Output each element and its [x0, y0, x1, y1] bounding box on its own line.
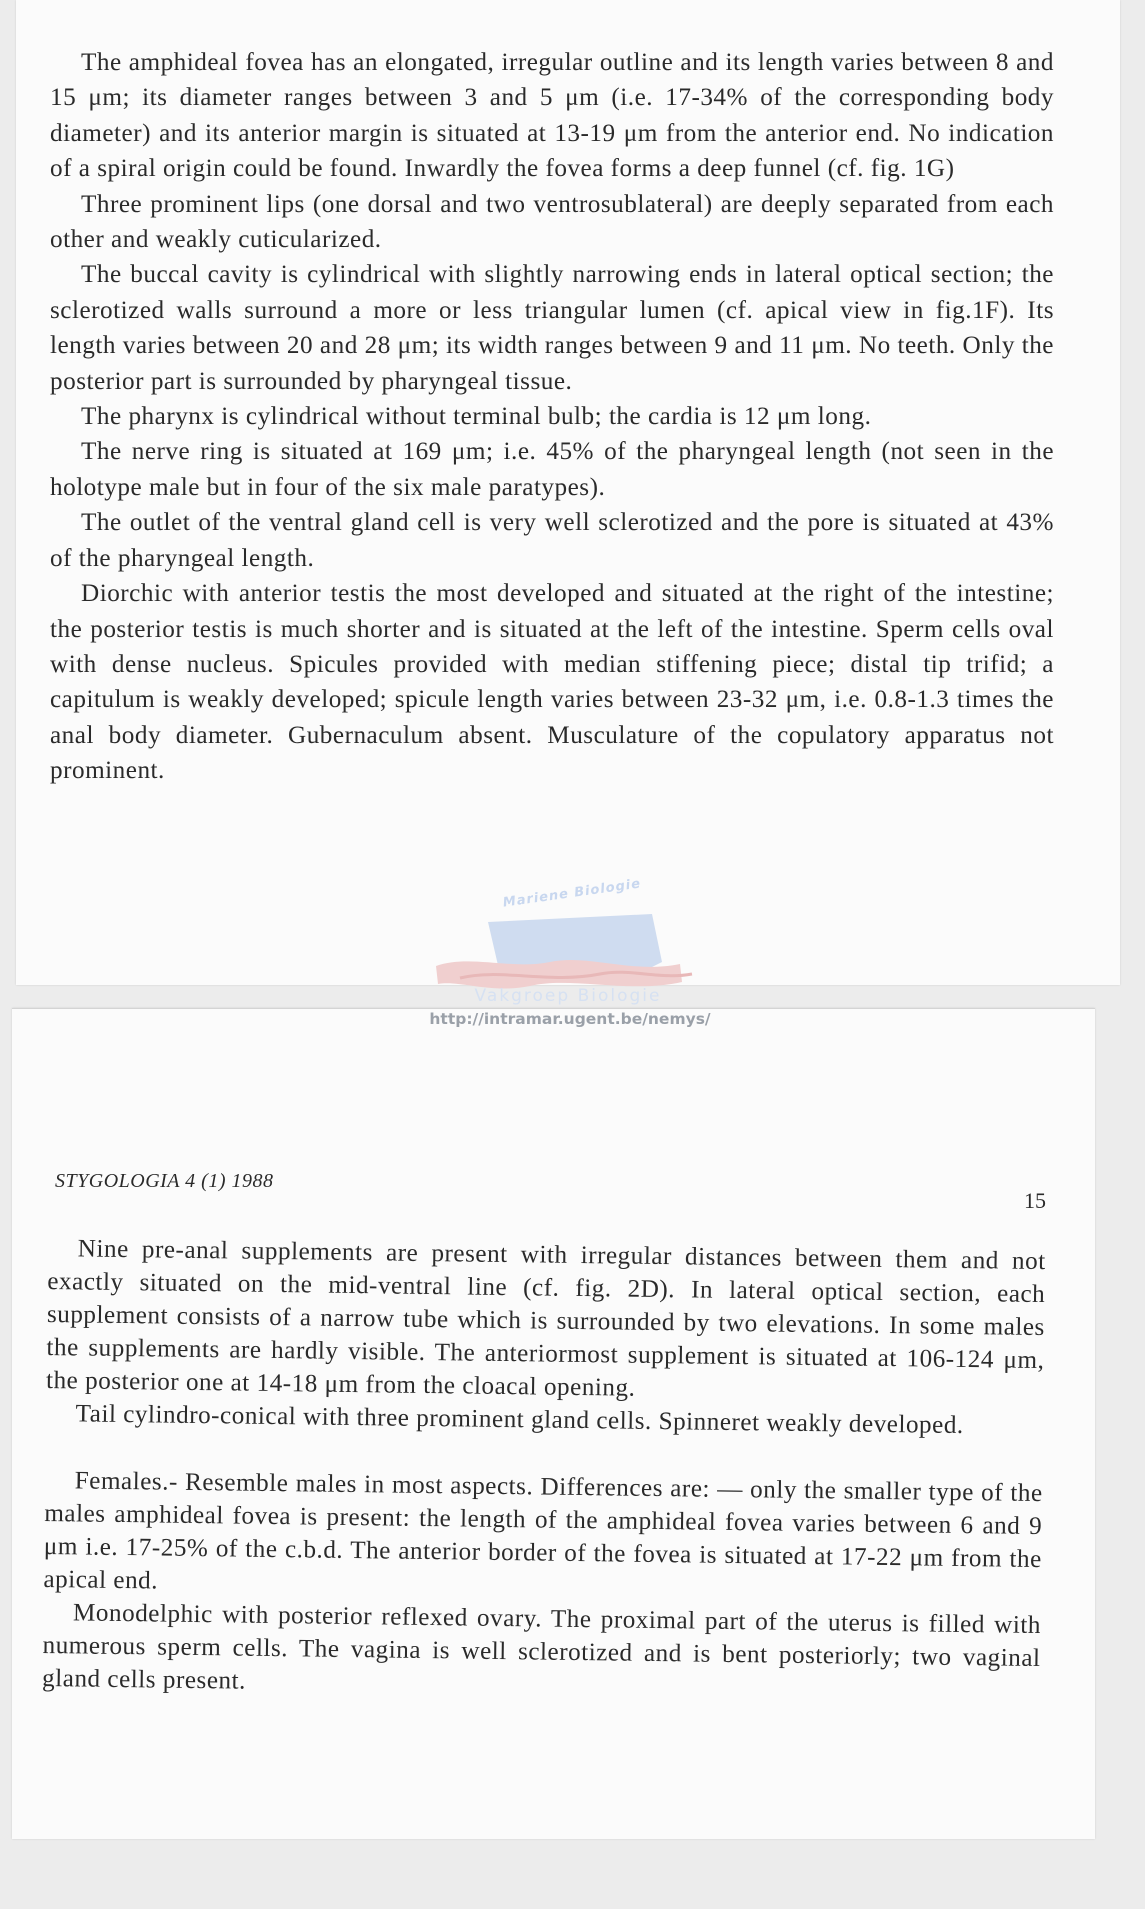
- top-page-body: [50, 45, 1054, 789]
- paragraph-nerve-ring: The nerve ring is situated at 169 μm; i.e. 45% of the pharyngeal length (not seen in the holotype male but in four of the six male paratypes).: [50, 438, 1054, 501]
- paragraph-monodelphic: Monodelphic with posterior reflexed ovary. The proximal part of the uterus is filled with numerous sperm cells. The vagina is well sclerotized and is bent posteriorly; two vaginal gland cells present.: [41, 1599, 1042, 1695]
- paragraph-pre-anal-supplements: Nine pre-anal supplements are present with irregular distances between them and not exactly situated on the mid-ventral line (cf. fig. 2D). In lateral optical section, each supplement consists of a narrow tube which is surrounded by two elevations. In some males the supplements are hardly visible. The anteriormost supplement is situated at 106-124 μm, the posterior one at 14-18 μm from the cloacal opening.: [45, 1235, 1046, 1402]
- page-number: 15: [1024, 1188, 1046, 1213]
- watermark-logo-icon: [430, 904, 710, 994]
- watermark: [400, 878, 740, 1028]
- paragraph-buccal-cavity: The buccal cavity is cylindrical with slightly narrowing ends in lateral optical section; the sclerotized walls surround a more or less triangular lumen (cf. apical view in fig.1F). Its length varies between 20 and 28 μm; its width ranges between 9 and 11 μm. No teeth. Only the posterior part is surrounded by pharyngeal tissue.: [50, 261, 1054, 395]
- paragraph-lips: Three prominent lips (one dorsal and two ventrosublateral) are deeply separated from each other and weakly cuticularized.: [50, 190, 1054, 254]
- paragraph-ventral-gland: The outlet of the ventral gland cell is very well sclerotized and the pore is situated at 43% of the pharyngeal length.: [50, 509, 1054, 572]
- watermark-group-text: Vakgroep Biologie: [474, 986, 662, 1006]
- paragraph-diorchic: Diorchic with anterior testis the most developed and situated at the right of the intestine; the posterior testis is much shorter and is situated at the left of the intestine. Sperm cells oval with dense nucleus. Spicules provided with median stiffening piece; distal tip trifid; a capitulum is weakly developed; spicule length varies between 23-32 μm, i.e. 0.8-1.3 times the anal body diameter. Gubernaculum absent. Musculature of the copulatory apparatus not prominent.: [50, 580, 1054, 785]
- paragraph-amphideal-fovea: The amphideal fovea has an elongated, irregular outline and its length varies between 8 and 15 μm; its diameter ranges between 3 and 5 μm (i.e. 17-34% of the corresponding body diameter) and its anterior margin is situated at 13-19 μm from the anterior end. No indication of a spiral origin could be found. Inwardly the fovea forms a deep funnel (cf. fig. 1G): [50, 49, 1054, 183]
- paragraph-females: Females.- Resemble males in most aspects. Differences are: — only the smaller type of the males amphideal fovea is present: the length of the amphideal fovea varies between 6 and 9 μm i.e. 17-25% of the c.b.d. The anterior border of the fovea is situated at 17-22 μm from the apical end.: [43, 1467, 1043, 1595]
- watermark-url: http://intramar.ugent.be/nemys/: [429, 1010, 711, 1028]
- bottom-page-body: [42, 1232, 1046, 1708]
- paragraph-tail: Tail cylindro-conical with three prominent gland cells. Spinneret weakly developed.: [75, 1400, 964, 1440]
- running-head: STYGOLOGIA 4 (1) 1988: [55, 1170, 274, 1192]
- paragraph-pharynx: The pharynx is cylindrical without terminal bulb; the cardia is 12 μm long.: [81, 403, 872, 431]
- watermark-arc-text: Mariene Biologie: [501, 876, 642, 911]
